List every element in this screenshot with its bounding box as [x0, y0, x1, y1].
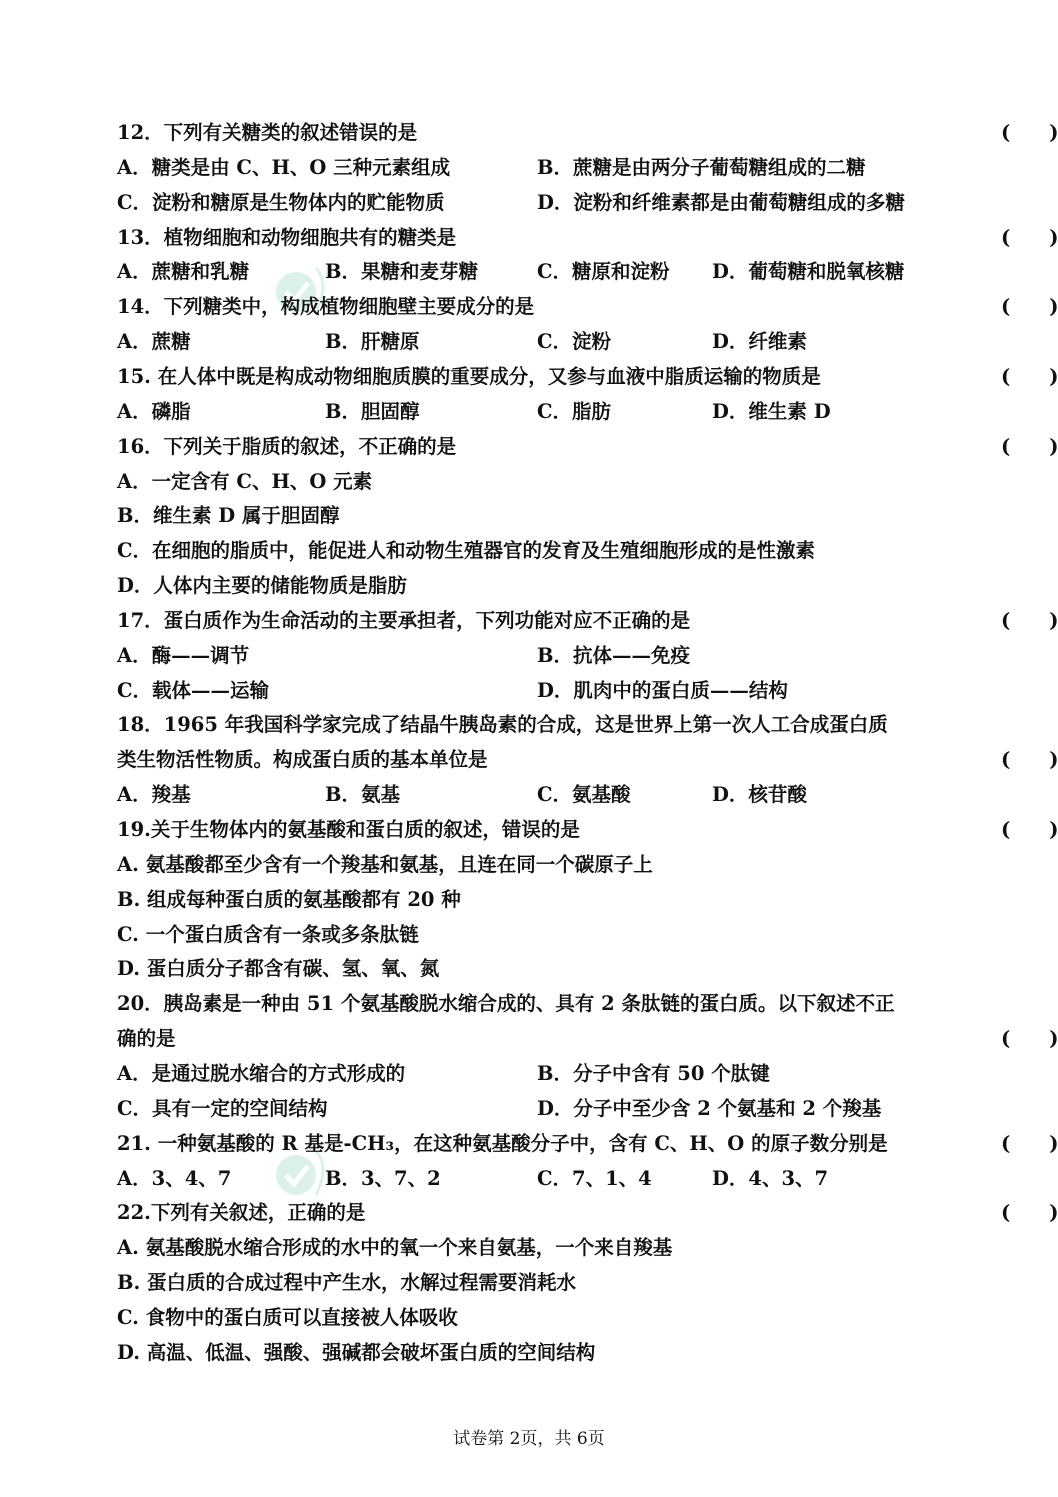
answer-bracket[interactable]: ( ) — [1001, 295, 1058, 318]
line-text: 16．下列关于脂质的叙述，不正确的是 — [117, 435, 457, 458]
option-c2: B．果糖和麦芽糖 — [325, 260, 478, 283]
text-line — [117, 1059, 947, 1089]
line-text: A．一定含有 C、H、O 元素 — [117, 470, 373, 493]
line-text: 类生物活性物质。构成蛋白质的基本单位是 — [117, 748, 488, 771]
option-c3: C．淀粉 — [537, 330, 612, 353]
question-stem — [117, 292, 1058, 322]
option-c1: C．具有一定的空间结构 — [117, 1097, 328, 1120]
option-c1: C．载体——运输 — [117, 679, 270, 702]
answer-bracket[interactable]: ( ) — [1001, 818, 1058, 841]
text-line — [117, 641, 947, 671]
option-c3: D．肌肉中的蛋白质——结构 — [537, 679, 788, 702]
option-c3: C．糖原和淀粉 — [537, 260, 670, 283]
line-text: C．在细胞的脂质中，能促进人和动物生殖器官的发育及生殖细胞形成的是性激素 — [117, 539, 816, 562]
option-c3: C．脂肪 — [537, 400, 612, 423]
question-stem — [117, 362, 1058, 392]
line-text: 21. 一种氨基酸的 R 基是-CH₃，在这种氨基酸分子中，含有 C、H、O 的原子数分别是 — [117, 1132, 888, 1155]
option-c1: C．淀粉和糖原是生物体内的贮能物质 — [117, 191, 445, 214]
option-c1: A．糖类是由 C、H、O 三种元素组成 — [117, 156, 451, 179]
line-text: 13．植物细胞和动物细胞共有的糖类是 — [117, 226, 457, 249]
text-line — [117, 1094, 947, 1124]
answer-bracket[interactable]: ( ) — [1001, 609, 1058, 632]
answer-bracket[interactable]: ( ) — [1001, 1132, 1058, 1155]
text-line — [117, 467, 947, 497]
text-line — [117, 989, 947, 1019]
option-c4: D．维生素 D — [712, 400, 831, 423]
answer-bracket[interactable]: ( ) — [1001, 1201, 1058, 1224]
answer-bracket[interactable]: ( ) — [1001, 435, 1058, 458]
option-c3: B．蔗糖是由两分子葡萄糖组成的二糖 — [537, 156, 866, 179]
question-stem — [117, 223, 1058, 253]
text-line — [117, 1268, 947, 1298]
text-line — [117, 1233, 947, 1263]
option-c2: B．氨基 — [325, 783, 400, 806]
option-c3: B．抗体——免疫 — [537, 644, 690, 667]
option-c1: A．磷脂 — [117, 400, 191, 423]
text-line — [117, 501, 947, 531]
text-line — [117, 676, 947, 706]
option-c4: D．纤维素 — [712, 330, 807, 353]
question-stem — [117, 606, 1058, 636]
text-line — [117, 188, 947, 218]
question-stem — [117, 118, 1058, 148]
text-line — [117, 397, 947, 427]
line-text: D. 蛋白质分子都含有碳、氢、氧、氮 — [117, 957, 440, 980]
line-text: B．维生素 D 属于胆固醇 — [117, 504, 340, 527]
answer-bracket[interactable]: ( ) — [1001, 365, 1058, 388]
text-line — [117, 536, 947, 566]
option-c4: D．葡萄糖和脱氧核糖 — [712, 260, 905, 283]
question-stem — [117, 1198, 1058, 1228]
page-footer: 试卷第 2页，共 6页 — [453, 1429, 605, 1449]
line-text: 12．下列有关糖类的叙述错误的是 — [117, 121, 418, 144]
text-line — [117, 850, 947, 880]
line-text: B. 组成每种蛋白质的氨基酸都有 20 种 — [117, 888, 461, 911]
answer-bracket[interactable]: ( ) — [1001, 1027, 1058, 1050]
option-c1: A．羧基 — [117, 783, 191, 806]
line-text: C. 一个蛋白质含有一条或多条肽链 — [117, 923, 419, 946]
option-c1: A．蔗糖和乳糖 — [117, 260, 250, 283]
line-text: 17．蛋白质作为生命活动的主要承担者，下列功能对应不正确的是 — [117, 609, 691, 632]
text-line — [117, 571, 947, 601]
option-c2: B．胆固醇 — [325, 400, 420, 423]
text-line — [117, 1338, 947, 1368]
option-c4: D．核苷酸 — [712, 783, 807, 806]
option-c3: C．7、1、4 — [537, 1167, 652, 1190]
text-line — [117, 954, 947, 984]
line-text: C. 食物中的蛋白质可以直接被人体吸收 — [117, 1306, 458, 1329]
line-text: 15. 在人体中既是构成动物细胞质膜的重要成分，又参与血液中脂质运输的物质是 — [117, 365, 821, 388]
text-line — [117, 920, 947, 950]
question-stem — [117, 815, 1058, 845]
option-c2: B．3、7、2 — [325, 1167, 441, 1190]
text-line — [117, 780, 947, 810]
question-stem — [117, 745, 1058, 775]
option-c4: D．4、3、7 — [712, 1167, 829, 1190]
answer-bracket[interactable]: ( ) — [1001, 748, 1058, 771]
line-text: A. 氨基酸脱水缩合形成的水中的氧一个来自氨基，一个来自羧基 — [117, 1236, 673, 1259]
line-text: 14．下列糖类中，构成植物细胞壁主要成分的是 — [117, 295, 535, 318]
line-text: D．人体内主要的储能物质是脂肪 — [117, 574, 407, 597]
option-c1: A．蔗糖 — [117, 330, 191, 353]
option-c1: A．酶——调节 — [117, 644, 250, 667]
question-stem — [117, 1024, 1058, 1054]
option-c1: A．是通过脱水缩合的方式形成的 — [117, 1062, 406, 1085]
line-text: 20．胰岛素是一种由 51 个氨基酸脱水缩合成的、具有 2 条肽链的蛋白质。以下叙述不正 — [117, 992, 895, 1015]
text-line — [117, 1164, 947, 1194]
option-c2: B．肝糖原 — [325, 330, 420, 353]
line-text: 确的是 — [117, 1027, 176, 1050]
question-stem — [117, 1129, 1058, 1159]
answer-bracket[interactable]: ( ) — [1001, 226, 1058, 249]
question-stem — [117, 432, 1058, 462]
option-c3: D．淀粉和纤维素都是由葡萄糖组成的多糖 — [537, 191, 905, 214]
option-c3: B．分子中含有 50 个肽键 — [537, 1062, 770, 1085]
option-c3: D．分子中至少含 2 个氨基和 2 个羧基 — [537, 1097, 882, 1120]
text-line — [117, 153, 947, 183]
text-line — [117, 257, 947, 287]
line-text: 18．1965 年我国科学家完成了结晶牛胰岛素的合成，这是世界上第一次人工合成蛋白质 — [117, 713, 888, 736]
line-text: A. 氨基酸都至少含有一个羧基和氨基，且连在同一个碳原子上 — [117, 853, 653, 876]
line-text: D. 高温、低温、强酸、强碱都会破坏蛋白质的空间结构 — [117, 1341, 596, 1364]
line-text: 19.关于生物体内的氨基酸和蛋白质的叙述，错误的是 — [117, 818, 580, 841]
option-c1: A．3、4、7 — [117, 1167, 232, 1190]
answer-bracket[interactable]: ( ) — [1001, 121, 1058, 144]
line-text: 22.下列有关叙述，正确的是 — [117, 1201, 366, 1224]
option-c3: C．氨基酸 — [537, 783, 631, 806]
text-line — [117, 710, 947, 740]
text-line — [117, 885, 947, 915]
text-line — [117, 327, 947, 357]
text-line — [117, 1303, 947, 1333]
line-text: B. 蛋白质的合成过程中产生水，水解过程需要消耗水 — [117, 1271, 577, 1294]
